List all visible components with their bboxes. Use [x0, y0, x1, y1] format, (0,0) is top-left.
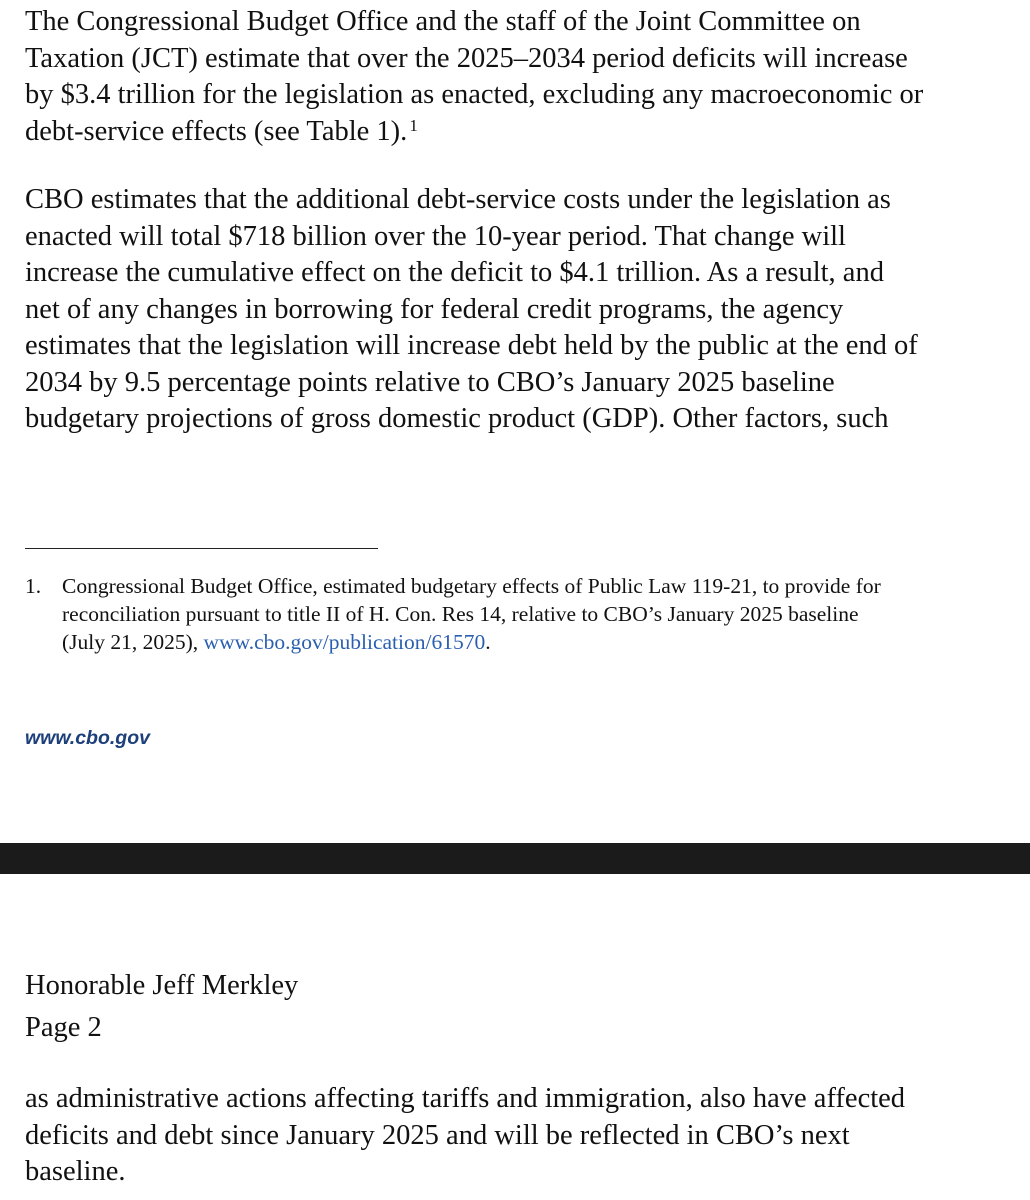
text-line: enacted will total $718 billion over the 10-year period. That change will [25, 220, 846, 252]
footnote-line-suffix: . [485, 630, 491, 654]
footnote-number: 1. [25, 574, 42, 598]
recipient-name: Honorable Jeff Merkley [25, 970, 299, 1001]
cbo-website-link[interactable]: www.cbo.gov [25, 727, 150, 749]
page-break-bar [0, 843, 1030, 874]
footnote-divider [25, 548, 378, 549]
text-line: deficits and debt since January 2025 and will be reflected in CBO’s next [25, 1119, 850, 1151]
page-number-label: Page 2 [25, 1012, 102, 1043]
footnote-line: Congressional Budget Office, estimated budgetary effects of Public Law 119-21, to provide for [62, 574, 881, 598]
text-line: CBO estimates that the additional debt-service costs under the legislation as [25, 184, 891, 215]
text-line: baseline. [25, 1156, 126, 1187]
paragraph-deficit-estimate [25, 4, 1025, 150]
letter-header [25, 965, 298, 1049]
text-line: The Congressional Budget Office and the staff of the Joint Committee on [25, 6, 861, 37]
paragraph-debt-service [25, 182, 1025, 438]
footnote-body [62, 572, 881, 656]
publication-link[interactable]: www.cbo.gov/publication/61570 [203, 630, 486, 654]
text-line: increase the cumulative effect on the deficit to $4.1 trillion. As a result, and [25, 257, 884, 288]
footnote-line: reconciliation pursuant to title II of H. Con. Res 14, relative to CBO’s January 2025 baseline [62, 602, 859, 626]
text-line: Taxation (JCT) estimate that over the 2025–2034 period deficits will increase [25, 42, 908, 74]
text-line: estimates that the legislation will increase debt held by the public at the end of [25, 330, 918, 361]
text-line-content: debt-service effects (see Table 1). [25, 115, 408, 147]
text-line: as administrative actions affecting tariffs and immigration, also have affected [25, 1083, 906, 1114]
text-line: net of any changes in borrowing for federal credit programs, the agency [25, 293, 844, 325]
text-line [25, 114, 1025, 151]
text-line: by $3.4 trillion for the legislation as enacted, excluding any macroeconomic or [25, 79, 924, 110]
text-line: budgetary projections of gross domestic product (GDP). Other factors, such [25, 403, 889, 434]
footnote-line-prefix: (July 21, 2025), [62, 630, 204, 654]
footnote-reference[interactable]: 1 [409, 115, 418, 135]
paragraph-other-factors [25, 1081, 1025, 1191]
text-line: 2034 by 9.5 percentage points relative to CBO’s January 2025 baseline [25, 366, 835, 398]
footnote-line [62, 628, 881, 656]
